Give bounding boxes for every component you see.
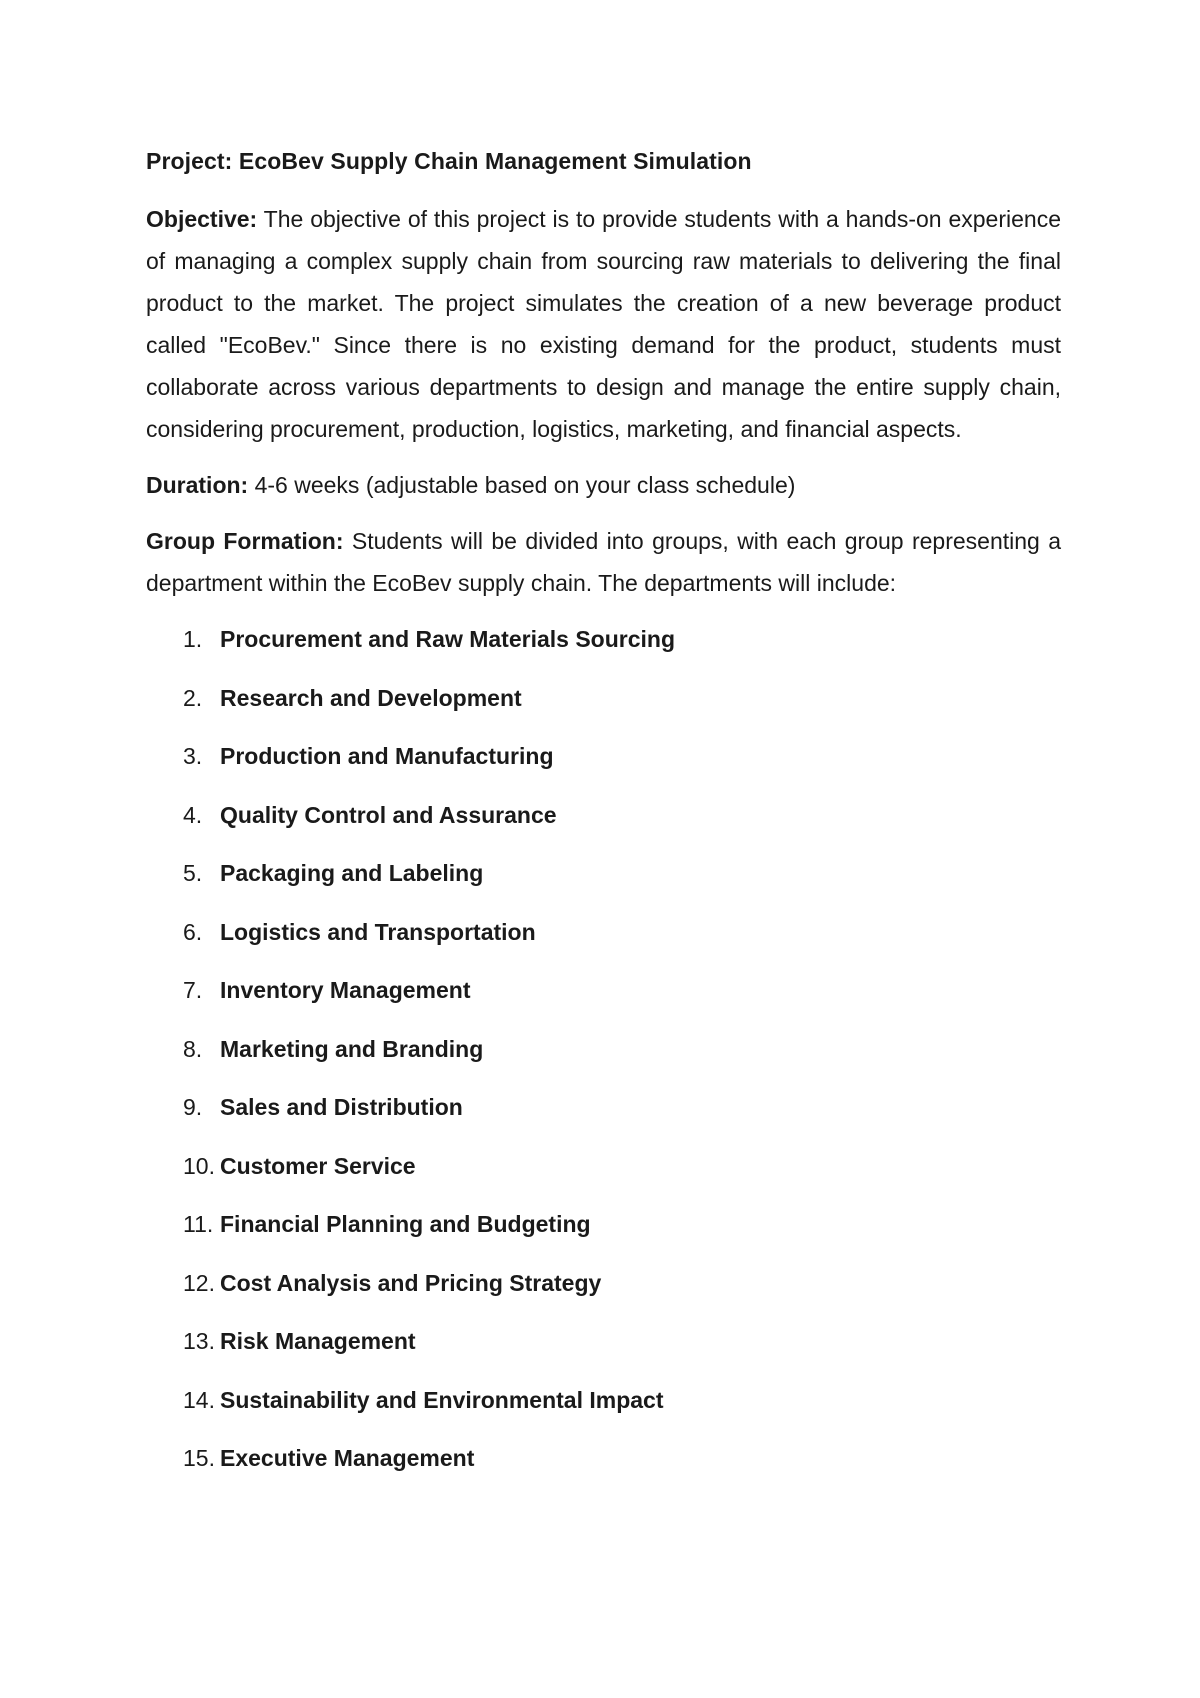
list-item-number: 7. — [183, 977, 203, 1003]
list-item — [146, 1145, 1061, 1204]
list-item — [146, 1379, 1061, 1438]
list-item-label: Quality Control and Assurance — [220, 801, 557, 828]
list-item — [146, 911, 1061, 970]
list-item-number: 4. — [183, 801, 203, 828]
list-item — [146, 677, 1061, 736]
document-title: Project: EcoBev Supply Chain Management Simulation — [146, 148, 752, 174]
list-item — [146, 1203, 1061, 1262]
objective-text: The objective of this project is to provide students with a hands-on experience of managing a complex supply chain from sourcing raw materials to delivering the final product to the market. The project simulates the creation of a new beverage product called "EcoBev." Since there is no existing demand for the product, students must collaborate across various departments to design and manage the entire supply chain, considering procurement, production, logistics, marketing, and financial aspects. — [146, 206, 1061, 442]
list-item-label: Research and Development — [220, 684, 522, 711]
list-item-label: Logistics and Transportation — [220, 918, 536, 945]
list-item-label: Cost Analysis and Pricing Strategy — [220, 1269, 602, 1296]
list-item-number: 15. — [183, 1445, 215, 1471]
list-item — [146, 618, 1061, 677]
list-item — [146, 794, 1061, 853]
objective-label: Objective: — [146, 206, 258, 232]
list-item-label: Sales and Distribution — [220, 1094, 463, 1120]
list-item-number: 14. — [183, 1386, 215, 1413]
list-item — [146, 1320, 1061, 1379]
list-item-number: 13. — [183, 1328, 215, 1354]
objective-paragraph — [146, 198, 1061, 450]
list-item-label: Financial Planning and Budgeting — [220, 1211, 591, 1237]
list-item-number: 6. — [183, 918, 203, 945]
list-item-number: 9. — [183, 1094, 203, 1120]
list-item-number: 8. — [183, 1035, 203, 1062]
list-item-label: Marketing and Branding — [220, 1035, 484, 1062]
list-item-label: Executive Management — [220, 1445, 475, 1471]
document-page — [146, 140, 1061, 1496]
list-item — [146, 1028, 1061, 1087]
list-item-number: 3. — [183, 743, 203, 769]
group-formation-text: Students will be divided into groups, with each group representing a department within the EcoBev supply chain. The departments will include: — [146, 528, 1061, 596]
list-item-number: 1. — [183, 626, 203, 652]
list-item — [146, 1437, 1061, 1496]
list-item — [146, 969, 1061, 1028]
duration-label: Duration: — [146, 472, 249, 498]
list-item-label: Inventory Management — [220, 977, 471, 1003]
list-item-label: Risk Management — [220, 1328, 416, 1354]
list-item — [146, 1262, 1061, 1321]
duration-paragraph — [146, 464, 1061, 506]
list-item-label: Customer Service — [220, 1152, 416, 1179]
list-item — [146, 852, 1061, 911]
duration-text: 4-6 weeks (adjustable based on your class schedule) — [248, 472, 796, 498]
group-formation-paragraph — [146, 520, 1061, 604]
list-item-number: 12. — [183, 1269, 215, 1296]
departments-list — [146, 618, 1061, 1496]
list-item-number: 2. — [183, 684, 203, 711]
list-item-label: Procurement and Raw Materials Sourcing — [220, 626, 676, 652]
list-item-label: Packaging and Labeling — [220, 860, 484, 886]
list-item-label: Sustainability and Environmental Impact — [220, 1386, 664, 1413]
list-item-number: 10. — [183, 1152, 215, 1179]
list-item-number: 5. — [183, 860, 203, 886]
list-item — [146, 1086, 1061, 1145]
group-formation-label: Group Formation: — [146, 528, 344, 554]
list-item-label: Production and Manufacturing — [220, 743, 554, 769]
list-item — [146, 735, 1061, 794]
list-item-number: 11. — [183, 1211, 214, 1237]
